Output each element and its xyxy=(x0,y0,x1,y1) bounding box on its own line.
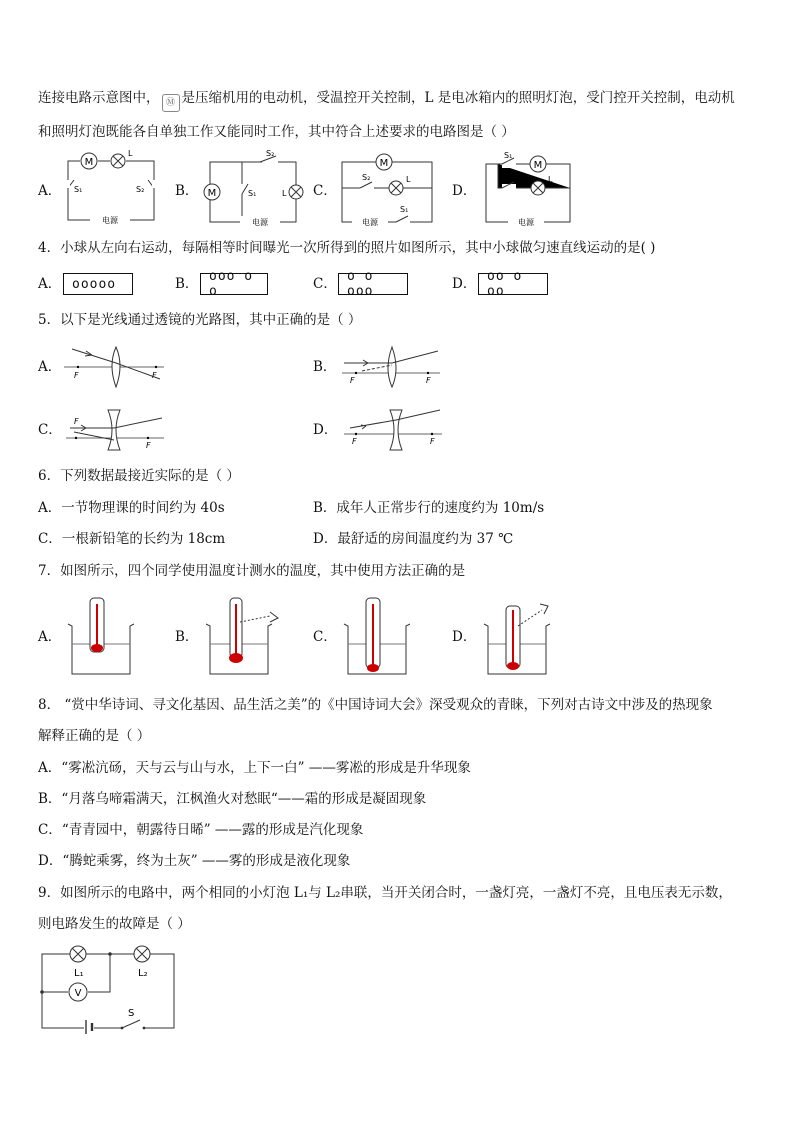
svg-text:M: M xyxy=(207,188,217,199)
svg-text:电源: 电源 xyxy=(252,218,268,227)
q4-option-a-photo: ooooo xyxy=(63,273,133,295)
svg-text:S₂: S₂ xyxy=(266,149,275,158)
lamp-l2-label: L₂ xyxy=(138,968,148,979)
q5-option-c-label: C． xyxy=(38,422,62,438)
q5-diagram-d-concave-lens xyxy=(344,406,444,452)
q3-circuit-d xyxy=(484,150,584,228)
q4-option-d-photo: oo o oo xyxy=(478,273,548,295)
q3-stem-line1: 连接电路示意图中， Ⓜ 是压缩机用的电动机，受温控开关控制，L 是电冰箱内的照明灯泡，受门控开关控制，电动机 xyxy=(38,88,735,112)
q8-stem-line2: 解释正确的是（ ） xyxy=(38,728,151,744)
q7-thermometer-beaker-d xyxy=(482,596,562,676)
q9-stem-line2: 则电路发生的故障是（ ） xyxy=(38,916,191,932)
q4-option-b-photo: ooo o o xyxy=(200,273,268,295)
svg-text:F: F xyxy=(350,376,355,385)
q5-option-a-label: A． xyxy=(38,359,62,375)
q4-option-d-label: D． xyxy=(452,276,477,292)
svg-text:S₂: S₂ xyxy=(362,173,371,182)
q6-option-d: D．最舒适的房间温度约为 37 ℃ xyxy=(313,531,514,547)
q5-diagram-b-convex-lens xyxy=(342,343,442,387)
voltmeter-label: V xyxy=(74,988,82,999)
q8-option-c: C．“青青园中，朝露待日晞” ——露的形成是汽化现象 xyxy=(38,822,364,838)
q6-option-a: A．一节物理课的时间约为 40s xyxy=(38,500,225,516)
q3-circuit-b xyxy=(202,150,302,228)
q6-option-c: C．一根新铅笔的长约为 18cm xyxy=(38,531,226,547)
svg-text:F: F xyxy=(74,371,79,380)
svg-text:L: L xyxy=(128,149,133,158)
svg-text:S₁: S₁ xyxy=(74,185,83,194)
switch-label: S xyxy=(128,1008,135,1019)
svg-text:F: F xyxy=(352,437,357,446)
q5-option-b-label: B． xyxy=(313,359,337,375)
svg-text:电源: 电源 xyxy=(518,218,534,227)
svg-text:S₂: S₂ xyxy=(136,185,145,194)
q3-option-b-label: B． xyxy=(175,183,199,199)
q7-thermometer-beaker-c xyxy=(342,596,412,676)
svg-text:L: L xyxy=(548,175,553,184)
svg-text:电源: 电源 xyxy=(102,216,118,225)
q8-stem-line1: 8． “赏中华诗词、寻文化基因、品生活之美”的《中国诗词大会》深受观众的青睐，下列对古诗文中涉及的热现象 xyxy=(38,697,713,713)
svg-text:电源: 电源 xyxy=(362,218,378,227)
svg-text:F: F xyxy=(430,437,435,446)
q7-option-b-label: B． xyxy=(175,629,199,645)
q7-thermometer-beaker-b xyxy=(204,596,286,676)
q8-option-d: D．“腾蛇乘雾，终为土灰” ——雾的形成是液化现象 xyxy=(38,853,351,869)
lamp-l1-label: L₁ xyxy=(74,968,84,979)
svg-text:L: L xyxy=(406,175,411,184)
svg-text:S₁: S₁ xyxy=(504,151,513,160)
svg-text:F: F xyxy=(146,441,151,450)
svg-text:S₂: S₂ xyxy=(504,173,513,182)
q3-option-a-label: A． xyxy=(38,183,62,199)
q3-option-c-label: C． xyxy=(313,183,337,199)
svg-text:L: L xyxy=(282,189,287,198)
q9-circuit-diagram xyxy=(40,940,180,1032)
q7-option-d-label: D． xyxy=(452,629,477,645)
q7-option-a-label: A． xyxy=(38,629,62,645)
svg-text:S₁: S₁ xyxy=(400,205,409,214)
q8-option-b: B．“月落乌啼霜满天，江枫渔火对愁眠“——霜的形成是凝固现象 xyxy=(38,791,427,807)
q3-circuit-a xyxy=(62,150,162,225)
q3-circuit-c xyxy=(340,150,440,228)
q4-option-c-label: C． xyxy=(313,276,337,292)
q4-stem: 4．小球从左向右运动，每隔相等时间曝光一次所得到的照片如图所示，其中小球做匀速直线运动的是( ) xyxy=(38,240,656,256)
motor-icon: Ⓜ xyxy=(162,94,180,112)
q4-option-a-label: A． xyxy=(38,276,62,292)
q5-diagram-a-convex-lens xyxy=(64,343,168,387)
q9-stem-line1: 9．如图所示的电路中，两个相同的小灯泡 L₁与 L₂串联，当开关闭合时，一盏灯亮，一盏灯不亮，且电压表无示数， xyxy=(38,885,732,901)
q3-stem-line2: 和照明灯泡既能各自单独工作又能同时工作，其中符合上述要求的电路图是（ ） xyxy=(38,124,515,140)
q7-thermometer-beaker-a xyxy=(66,596,136,676)
q5-diagram-c-concave-lens xyxy=(66,406,166,452)
q4-option-b-label: B． xyxy=(175,276,199,292)
q6-stem: 6．下列数据最接近实际的是（ ） xyxy=(38,468,240,484)
svg-text:M: M xyxy=(533,160,543,171)
svg-text:F: F xyxy=(426,376,431,385)
q5-stem: 5．以下是光线通过透镜的光路图，其中正确的是（ ） xyxy=(38,312,362,328)
q5-option-d-label: D． xyxy=(313,422,338,438)
q7-option-c-label: C． xyxy=(313,629,337,645)
q8-option-a: A．“雾凇沆砀，天与云与山与水，上下一白” ——雾凇的形成是升华现象 xyxy=(38,760,471,776)
svg-text:M: M xyxy=(379,158,389,169)
svg-text:F: F xyxy=(152,371,157,380)
q6-option-b: B．成年人正常步行的速度约为 10m/s xyxy=(313,500,545,516)
motor-label: M xyxy=(84,157,94,168)
svg-text:F: F xyxy=(74,417,79,426)
q4-option-c-photo: o o ooo xyxy=(338,273,408,295)
q7-stem: 7．如图所示，四个同学使用温度计测水的温度，其中使用方法正确的是 xyxy=(38,563,466,579)
svg-text:S₁: S₁ xyxy=(248,189,257,198)
q3-option-d-label: D． xyxy=(452,183,477,199)
